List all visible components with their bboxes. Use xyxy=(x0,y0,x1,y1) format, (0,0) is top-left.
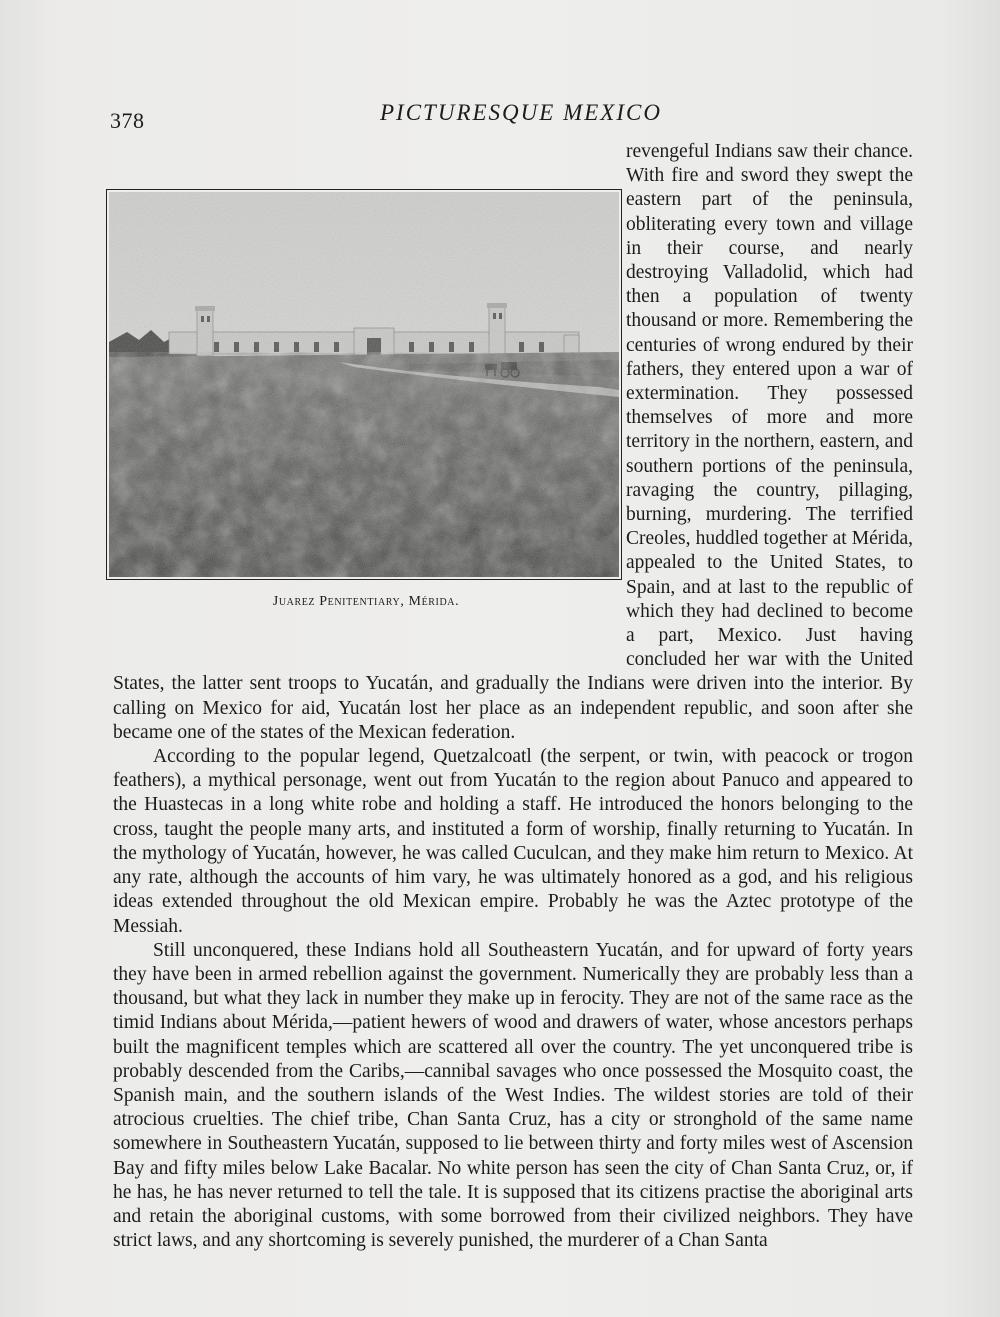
figure xyxy=(106,189,626,654)
body-text xyxy=(113,140,913,1253)
photo-frame xyxy=(106,189,622,580)
paragraph-3: Still unconquered, these Indians hold all Southeastern Yucatán, and for upward of forty years they have been in armed rebellion against the government. Numerically they are probably less than a thousand, but what they lack in number they make up in ferocity. They are not of the same race as the timid Indians about Mérida,—patient hewers of wood and drawers of water, whose ancestors perhaps built the magnificent temples which are scattered all over the country. The yet unconquered tribe is probably descended from the Caribs,—cannibal savages who once possessed the Mosquito coast, the Spanish main, and the southern islands of the West Indies. The wildest stories are told of their atrocious cruelties. The chief tribe, Chan Santa Cruz, has a city or stronghold of the same name somewhere in Southeastern Yucatán, supposed to lie between thirty and forty miles west of Ascension Bay and fifty miles below Lake Bacalar. No white person has seen the city of Chan Santa Cruz, or, if he has, he has never returned to tell the tale. It is supposed that its citizens practise the aboriginal arts and retain the aboriginal customs, with some borrowed from their civilized neighbors. They have strict laws, and any shortcoming is severely punished, the murderer of a Chan Santa xyxy=(113,939,913,1252)
page-number: 378 xyxy=(110,108,145,133)
figure-caption: Juarez Penitentiary, Mérida. xyxy=(272,594,460,609)
paragraph-2: According to the popular legend, Quetzalcoatl (the serpent, or twin, with peacock or trogon feathers), a mythical personage, went out from Yucatán to the region about Panuco and appeared to the Huastecas in a long white robe and holding a staff. He introduced the honors belonging to the cross, taught the people many arts, and instituted a form of worship, finally returning to Yucatán. In the mythology of Yucatán, however, he was called Cuculcan, and they make him return to Mexico. At any rate, although the accounts of him vary, he was ultimately honored as a god, and his religious ideas extended throughout the old Mexican empire. Probably he was the Aztec prototype of the Messiah. xyxy=(113,746,913,937)
paragraph-1-part-b: The terrified Creoles, huddled together at Mérida, appealed to the United States, to Spain, and at last to the republic of which they had declined to become a part, Mexico. Just having concluded her war with the United States, the latter sent troops to Yucatán, and gradually the Indians were driven into the interior. By calling on Mexico for aid, Yucatán lost her place as an independent republic, and soon after she became one of the states of the Mexican federation. xyxy=(113,504,913,743)
penitentiary-photo xyxy=(109,192,619,577)
running-title: PICTURESQUE MEXICO xyxy=(380,100,662,125)
paragraph-1-part-a: revengeful Indians saw their chance. With fire and sword they swept the eastern part of the peninsula, obliterating every town and village in their course, and nearly destroying Valladolid, which had then a population of twenty thousand or more. Remembering the centuries of wrong endured by their fathers, they entered upon a war of extermination. They possessed themselves of more and more territory in the northern, eastern, and southern portions of the peninsula, ravaging the country, pillaging, burning, murdering. xyxy=(626,141,913,526)
